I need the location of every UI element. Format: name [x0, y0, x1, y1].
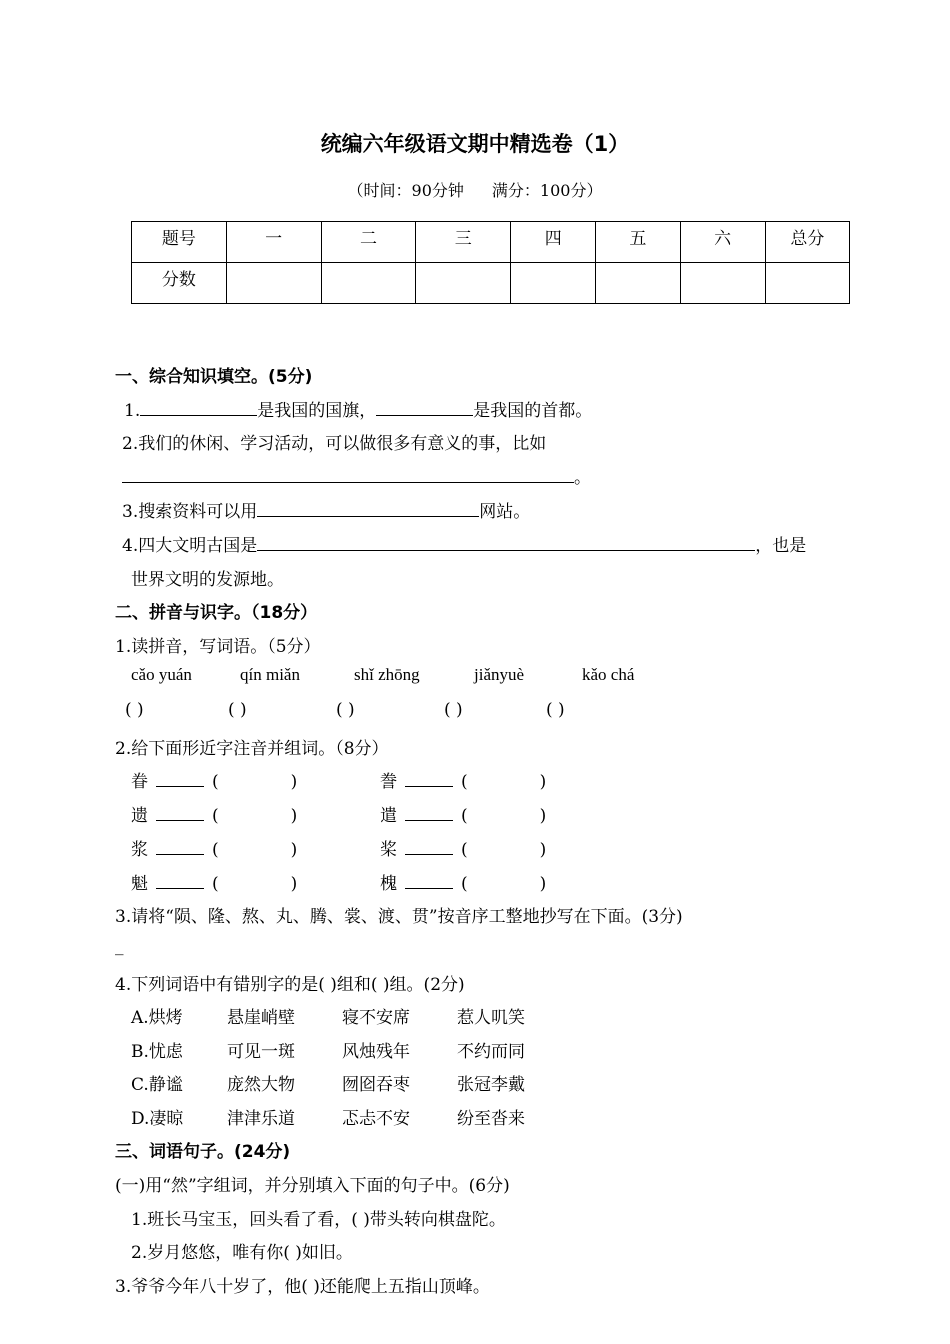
answer-blank[interactable] — [140, 397, 257, 416]
row-label-cell: 分数 — [132, 263, 227, 304]
answer-blank[interactable] — [376, 397, 473, 416]
char-left: 浆 — [131, 840, 148, 860]
section-2-heading: 二、拼音与识字。（18分） — [115, 603, 318, 623]
header-cell: 四 — [511, 222, 596, 263]
paren-open: ( — [461, 772, 468, 792]
char-pair-row — [380, 767, 546, 792]
option-label: D.凄晾 — [131, 1109, 184, 1129]
char-left: 魁 — [131, 874, 148, 894]
score-cell — [511, 263, 596, 304]
score-cell — [321, 263, 416, 304]
pinyin-blank[interactable] — [156, 770, 204, 787]
s3-sentence-1: 1.班长马宝玉，回头看了看，( )带头转向棋盘陀。 — [131, 1210, 506, 1230]
time-info: （时间：90分钟 — [347, 181, 464, 200]
paren-close: ) — [539, 874, 547, 894]
paren-open: ( — [212, 874, 219, 894]
header-cell: 一 — [226, 222, 321, 263]
char-right: 遣 — [380, 806, 397, 826]
header-cell: 题号 — [132, 222, 227, 263]
answer-line-mark[interactable]: _ — [115, 936, 124, 956]
paren-open: ( — [212, 840, 219, 860]
score-table-header-row — [132, 222, 850, 263]
answer-parentheses[interactable]: ( ) — [546, 700, 565, 720]
header-cell: 五 — [596, 222, 680, 263]
option-label: B.忧虑 — [131, 1042, 183, 1062]
pinyin-blank[interactable] — [156, 838, 204, 855]
option-row-c — [131, 1070, 525, 1095]
char-right: 槐 — [380, 874, 397, 894]
char-pair-row — [380, 835, 546, 860]
s1-question-2-answer — [122, 463, 591, 488]
option-row-b — [131, 1037, 525, 1062]
pinyin-blank[interactable] — [405, 804, 453, 821]
answer-parentheses[interactable]: ( ) — [125, 700, 144, 720]
pinyin-item: kǎo chá — [582, 665, 635, 684]
answer-parentheses[interactable]: ( ) — [444, 700, 463, 720]
paren-close: ) — [539, 840, 547, 860]
option-word: 张冠李戴 — [457, 1075, 525, 1095]
s2-question-1: 1.读拼音，写词语。（5分） — [115, 637, 321, 657]
paren-close: ) — [290, 772, 298, 792]
pinyin-blank[interactable] — [405, 872, 453, 889]
answer-blank[interactable] — [257, 498, 479, 517]
paren-open: ( — [461, 806, 468, 826]
answer-parentheses[interactable]: ( ) — [336, 700, 355, 720]
header-cell: 二 — [321, 222, 416, 263]
q-text: 是我国的国旗， — [257, 401, 377, 421]
option-word: 忑忐不安 — [342, 1109, 410, 1129]
option-word: 寝不安席 — [342, 1008, 410, 1028]
section-1-heading: 一、综合知识填空。(5分) — [115, 367, 313, 387]
char-pair-row — [380, 801, 546, 826]
option-label: C.静谧 — [131, 1075, 183, 1095]
q-text: ，也是 — [755, 536, 807, 556]
q-text: 3.搜索资料可以用 — [122, 502, 258, 522]
s2-question-2: 2.给下面形近字注音并组词。（8分） — [115, 739, 389, 759]
s1-question-1 — [124, 396, 592, 421]
paren-close: ) — [539, 772, 547, 792]
paren-close: ) — [539, 806, 547, 826]
header-cell: 总分 — [765, 222, 849, 263]
page-title: 统编六年级语文期中精选卷（1） — [320, 132, 630, 156]
paren-open: ( — [212, 772, 219, 792]
pinyin-item: cǎo yuán — [131, 665, 192, 684]
s3-sentence-2: 2.岁月悠悠，唯有你( )如旧。 — [131, 1243, 353, 1263]
score-table — [131, 221, 850, 304]
pinyin-blank[interactable] — [405, 770, 453, 787]
option-label: A.烘烤 — [131, 1008, 183, 1028]
char-right: 桨 — [380, 840, 397, 860]
answer-blank[interactable] — [122, 464, 574, 483]
paren-close: ) — [290, 874, 298, 894]
char-left: 眷 — [131, 772, 148, 792]
s1-question-2: 2.我们的休闲、学习活动，可以做很多有意义的事，比如 — [122, 434, 547, 454]
q-text: 网站。 — [479, 502, 531, 522]
pinyin-item: qín miǎn — [240, 665, 300, 684]
option-row-d — [131, 1104, 525, 1129]
score-cell — [680, 263, 765, 304]
answer-blank[interactable] — [257, 532, 755, 551]
option-word: 纷至沓来 — [457, 1109, 525, 1129]
s3-sub-question-1: (一)用“然”字组词，并分别填入下面的句子中。(6分) — [115, 1176, 510, 1196]
paren-open: ( — [461, 840, 468, 860]
score-cell — [416, 263, 511, 304]
s1-question-3 — [122, 497, 530, 522]
s1-question-4 — [122, 531, 806, 556]
exam-info — [0, 178, 950, 201]
score-table-score-row — [132, 263, 850, 304]
option-word: 囫囵吞枣 — [342, 1075, 410, 1095]
paren-open: ( — [212, 806, 219, 826]
s3-sentence-3: 3.爷爷今年八十岁了，他( )还能爬上五指山顶峰。 — [115, 1277, 490, 1297]
pinyin-blank[interactable] — [156, 872, 204, 889]
header-cell: 六 — [680, 222, 765, 263]
option-word: 可见一斑 — [227, 1042, 295, 1062]
char-pair-row — [380, 869, 546, 894]
option-word: 悬崖峭壁 — [227, 1008, 295, 1028]
char-pair-row — [131, 801, 297, 826]
char-pair-row — [131, 835, 297, 860]
s2-question-4: 4.下列词语中有错别字的是( )组和( )组。(2分) — [115, 975, 465, 995]
option-row-a — [131, 1003, 525, 1028]
pinyin-item: shǐ zhōng — [354, 665, 420, 684]
s1-question-4-cont: 世界文明的发源地。 — [131, 570, 284, 590]
q-text: 。 — [574, 468, 591, 488]
paren-close: ) — [290, 806, 298, 826]
q-number: 1. — [124, 401, 141, 421]
paren-close: ) — [290, 840, 298, 860]
score-cell — [596, 263, 680, 304]
header-cell: 三 — [416, 222, 511, 263]
q-text: 是我国的首都。 — [473, 401, 593, 421]
score-cell — [765, 263, 849, 304]
s2-question-3: 3.请将“陨、隆、熬、丸、腾、裳、渡、贯”按音序工整地抄写在下面。(3分) — [115, 907, 683, 927]
full-score-info: 满分：100分） — [491, 181, 603, 200]
char-pair-row — [131, 767, 297, 792]
char-right: 誊 — [380, 772, 397, 792]
pinyin-item: jiǎnyuè — [474, 665, 525, 684]
char-pair-row — [131, 869, 297, 894]
score-cell — [226, 263, 321, 304]
option-word: 风烛残年 — [342, 1042, 410, 1062]
option-word: 庞然大物 — [227, 1075, 295, 1095]
q-text: 4.四大文明古国是 — [122, 536, 258, 556]
option-word: 不约而同 — [457, 1042, 525, 1062]
section-3-heading: 三、词语句子。(24分) — [115, 1142, 291, 1162]
pinyin-blank[interactable] — [405, 838, 453, 855]
answer-parentheses[interactable]: ( ) — [228, 700, 247, 720]
option-word: 津津乐道 — [227, 1109, 295, 1129]
pinyin-blank[interactable] — [156, 804, 204, 821]
paren-open: ( — [461, 874, 468, 894]
option-word: 惹人叽笑 — [457, 1008, 525, 1028]
char-left: 遗 — [131, 806, 148, 826]
